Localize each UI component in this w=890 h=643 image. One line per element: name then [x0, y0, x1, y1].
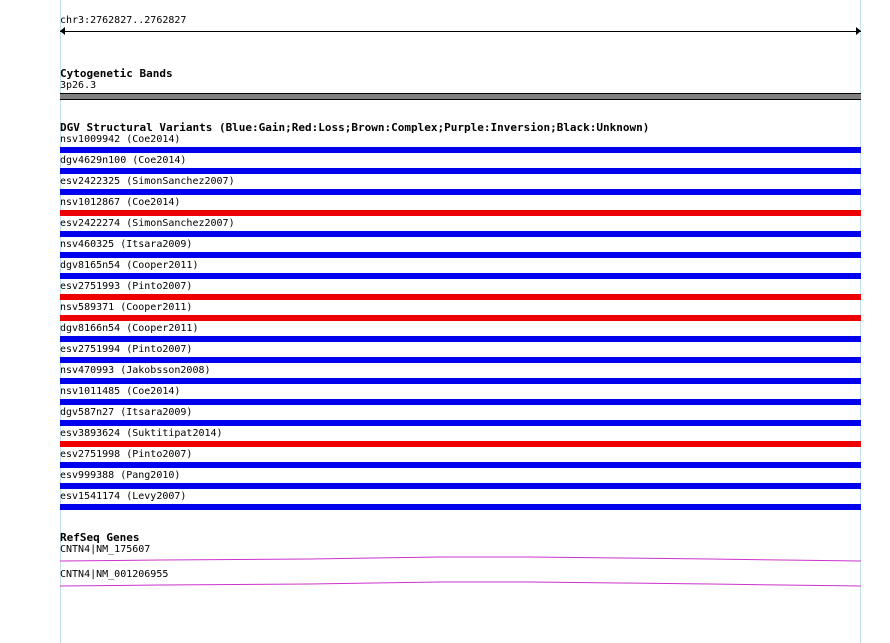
dgv-variant-bar-gain[interactable] — [60, 420, 861, 426]
dgv-variant-bar-gain[interactable] — [60, 231, 861, 237]
position-ruler — [60, 31, 861, 32]
dgv-variant-bar-gain[interactable] — [60, 504, 861, 510]
dgv-variant-bar-gain[interactable] — [60, 336, 861, 342]
dgv-variant-bar-gain[interactable] — [60, 399, 861, 405]
dgv-variant-label[interactable]: nsv589371 (Cooper2011) — [60, 302, 193, 313]
gene-intron-line — [60, 557, 861, 561]
refseq-gene-model[interactable] — [60, 554, 861, 566]
refseq-track-title[interactable]: RefSeq Genes — [60, 531, 140, 544]
dgv-variant-bar-gain[interactable] — [60, 189, 861, 195]
dgv-variant-label[interactable]: nsv1012867 (Coe2014) — [60, 197, 181, 208]
dgv-variant-label[interactable]: nsv1009942 (Coe2014) — [60, 134, 181, 145]
dgv-variant-label[interactable]: esv2751994 (Pinto2007) — [60, 344, 193, 355]
refseq-gene-label[interactable]: CNTN4|NM_175607 — [60, 544, 151, 555]
dgv-variant-bar-gain[interactable] — [60, 357, 861, 363]
dgv-variant-bar-gain[interactable] — [60, 168, 861, 174]
dgv-variant-label[interactable]: esv2751993 (Pinto2007) — [60, 281, 193, 292]
dgv-variant-label[interactable]: nsv1011485 (Coe2014) — [60, 386, 181, 397]
dgv-variant-label[interactable]: esv1541174 (Levy2007) — [60, 491, 187, 502]
dgv-variant-label[interactable]: esv3893624 (Suktitipat2014) — [60, 428, 223, 439]
dgv-variant-bar-loss[interactable] — [60, 315, 861, 321]
cytoband-band[interactable] — [60, 93, 861, 100]
dgv-variant-bar-loss[interactable] — [60, 210, 861, 216]
ruler-right-arrow-icon — [856, 27, 861, 35]
dgv-variant-bar-gain[interactable] — [60, 483, 861, 489]
dgv-variant-label[interactable]: esv999388 (Pang2010) — [60, 470, 181, 481]
dgv-variant-label[interactable]: dgv4629n100 (Coe2014) — [60, 155, 187, 166]
dgv-variant-label[interactable]: dgv587n27 (Itsara2009) — [60, 407, 193, 418]
dgv-variant-bar-gain[interactable] — [60, 147, 861, 153]
dgv-track-title[interactable]: DGV Structural Variants (Blue:Gain;Red:Loss;Brown:Complex;Purple:Inversion;Black:Unknown) — [60, 121, 650, 134]
dgv-variant-bar-loss[interactable] — [60, 441, 861, 447]
dgv-variant-bar-gain[interactable] — [60, 462, 861, 468]
dgv-variant-bar-loss[interactable] — [60, 294, 861, 300]
dgv-variant-bar-gain[interactable] — [60, 252, 861, 258]
dgv-variant-label[interactable]: dgv8166n54 (Cooper2011) — [60, 323, 199, 334]
refseq-gene-model[interactable] — [60, 579, 861, 591]
refseq-gene-label[interactable]: CNTN4|NM_001206955 — [60, 569, 169, 580]
dgv-variant-label[interactable]: nsv460325 (Itsara2009) — [60, 239, 193, 250]
cytoband-label: 3p26.3 — [60, 80, 97, 91]
dgv-variant-label[interactable]: dgv8165n54 (Cooper2011) — [60, 260, 199, 271]
gene-intron-line — [60, 582, 861, 586]
dgv-variant-label[interactable]: nsv470993 (Jakobsson2008) — [60, 365, 211, 376]
dgv-variant-label[interactable]: esv2422274 (SimonSanchez2007) — [60, 218, 235, 229]
cytoband-track-title[interactable]: Cytogenetic Bands — [60, 67, 173, 80]
dgv-variant-label[interactable]: esv2422325 (SimonSanchez2007) — [60, 176, 235, 187]
dgv-variant-bar-gain[interactable] — [60, 273, 861, 279]
dgv-variant-label[interactable]: esv2751998 (Pinto2007) — [60, 449, 193, 460]
position-label: chr3:2762827..2762827 — [60, 15, 187, 26]
dgv-variant-bar-gain[interactable] — [60, 378, 861, 384]
